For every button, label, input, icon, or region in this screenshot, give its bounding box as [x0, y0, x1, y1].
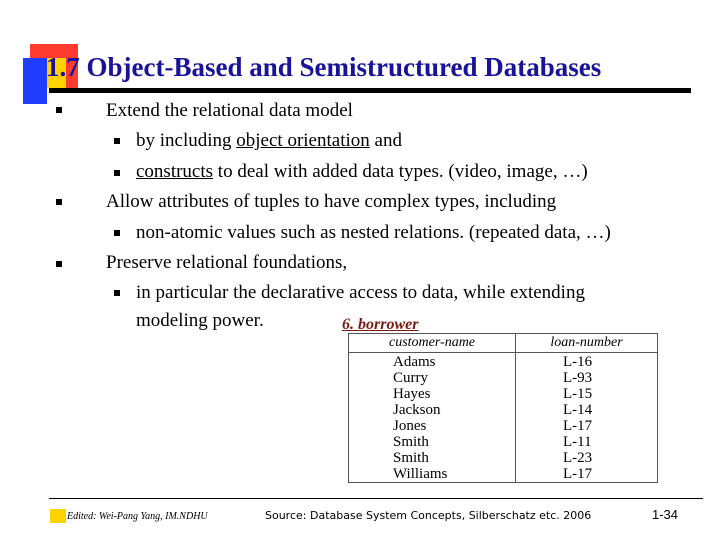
- cell-loan-number: L-15: [563, 386, 593, 402]
- cell-customer-name: Williams: [393, 466, 448, 482]
- footer-logo-mark: [50, 509, 66, 523]
- table-header-row: [349, 334, 657, 353]
- text-segment: and: [369, 130, 402, 151]
- bullet-complex-types: Allow attributes of tuples to have complex types, including: [106, 191, 557, 212]
- bullet-marker: [56, 199, 62, 205]
- cell-customer-name: Smith: [393, 434, 429, 450]
- cell-loan-number: L-14: [563, 402, 593, 418]
- bullet-extend-model: Extend the relational data model: [106, 100, 353, 121]
- cell-customer-name: Adams: [393, 354, 436, 370]
- table-row: [349, 402, 657, 418]
- underlined-term-constructs: constructs: [136, 161, 214, 182]
- table-row: [349, 370, 657, 386]
- sub-bullet-declarative-access-line1: in particular the declarative access to data, while extending: [136, 282, 585, 303]
- title-decoration-blue: [23, 58, 47, 104]
- table-row: [349, 354, 657, 370]
- bullet-marker: [56, 261, 62, 267]
- cell-loan-number: L-93: [563, 370, 593, 386]
- column-header-loan-number: loan-number: [550, 335, 623, 350]
- sub-bullet-non-atomic: non-atomic values such as nested relations. (repeated data, …): [136, 222, 611, 243]
- sub-bullet-marker: [114, 230, 120, 236]
- sub-bullet-marker: [114, 170, 120, 176]
- table-row: [349, 418, 657, 434]
- cell-loan-number: L-17: [563, 466, 593, 482]
- footer-source: Source: Database System Concepts, Silberschatz etc. 2006: [265, 509, 592, 522]
- sub-bullet-marker: [114, 138, 120, 144]
- cell-loan-number: L-23: [563, 450, 593, 466]
- page-number: 1-34: [652, 507, 679, 522]
- cell-customer-name: Hayes: [393, 386, 431, 402]
- cell-customer-name: Jones: [393, 418, 427, 434]
- cell-customer-name: Curry: [393, 370, 428, 386]
- title-underline: [49, 88, 691, 93]
- text-segment: by including: [136, 130, 237, 151]
- footer-author: Edited: Wei-Pang Yang, IM.NDHU: [67, 511, 208, 522]
- bullet-marker: [56, 107, 62, 113]
- borrower-table: [348, 333, 658, 483]
- cell-loan-number: L-17: [563, 418, 593, 434]
- table-row: [349, 466, 657, 482]
- sub-bullet-marker: [114, 290, 120, 296]
- bullet-relational-foundations: Preserve relational foundations,: [106, 252, 348, 273]
- page-title: 1.7 Object-Based and Semistructured Databases: [46, 52, 602, 82]
- cell-loan-number: L-16: [563, 354, 593, 370]
- footer-divider: [49, 498, 703, 499]
- column-header-customer-name: customer-name: [388, 335, 476, 350]
- underlined-term-object-orientation: object orientation: [236, 130, 370, 151]
- cell-loan-number: L-11: [563, 434, 592, 450]
- cell-customer-name: Jackson: [393, 402, 441, 418]
- sub-bullet-declarative-access-line2: modeling power.: [136, 310, 264, 331]
- text-segment: to deal with added data types. (video, image, …): [213, 161, 588, 182]
- table-caption: 6. borrower: [342, 316, 419, 333]
- sub-bullet-object-orientation: [136, 130, 402, 152]
- table-row: [349, 434, 657, 450]
- table-row: [349, 386, 657, 402]
- sub-bullet-constructs: [136, 161, 588, 183]
- table-row: [349, 450, 657, 466]
- cell-customer-name: Smith: [393, 450, 429, 466]
